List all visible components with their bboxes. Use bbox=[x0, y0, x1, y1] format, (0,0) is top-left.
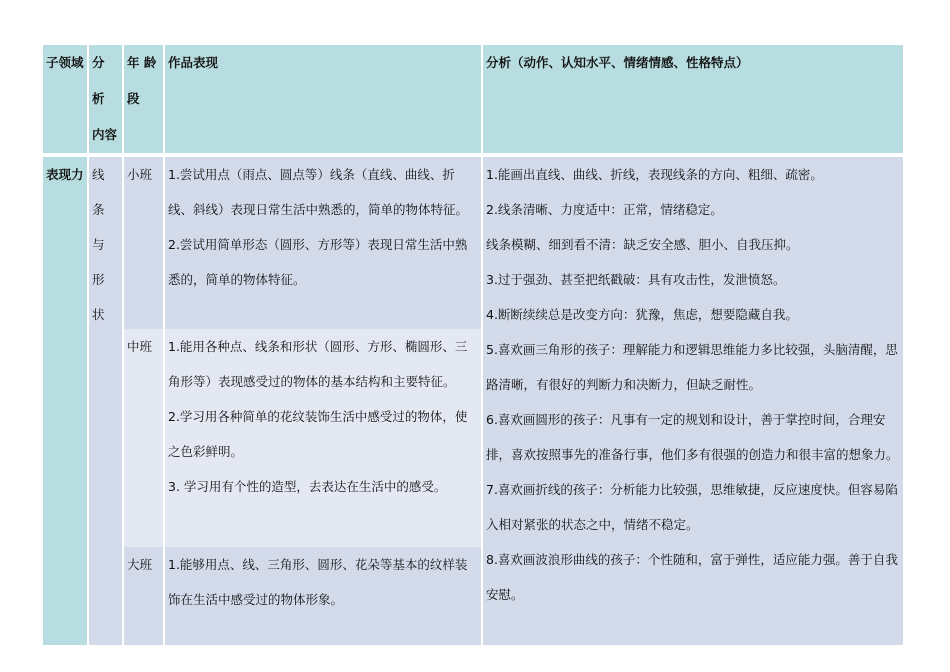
analysis-cell bbox=[483, 157, 903, 645]
subdomain-cell: 表现力 bbox=[43, 157, 87, 645]
header-content: 分 析 内容 bbox=[89, 45, 122, 153]
header-age: 年 龄 段 bbox=[124, 45, 163, 153]
analysis-item: 5.喜欢画三角形的孩子：理解能力和逻辑思维能力多比较强，头脑清醒，思路清晰，有很好的判断力和决断力，但缺乏耐性。 bbox=[486, 342, 898, 392]
age-middle: 中班 bbox=[124, 329, 163, 547]
performance-small bbox=[165, 157, 481, 329]
performance-large bbox=[165, 547, 481, 645]
analysis-table bbox=[41, 45, 905, 645]
performance-item: 1.能用各种点、线条和形状（圆形、方形、椭圆形、三角形等）表现感受过的物体的基本结构和主要特征。 bbox=[168, 339, 468, 389]
performance-item: 1.尝试用点（雨点、圆点等）线条（直线、曲线、折线、斜线）表现日常生活中熟悉的，简单的物体特征。 bbox=[168, 167, 469, 217]
header-row bbox=[43, 45, 903, 153]
header-subdomain: 子领域 bbox=[43, 45, 87, 153]
analysis-item: 7.喜欢画折线的孩子：分析能力比较强，思维敏捷，反应速度快。但容易陷入相对紧张的状态之中，情绪不稳定。 bbox=[486, 482, 898, 532]
age-large: 大班 bbox=[124, 547, 163, 645]
age-small: 小班 bbox=[124, 157, 163, 329]
analysis-item: 2.线条清晰、力度适中：正常，情绪稳定。 bbox=[486, 202, 723, 217]
analysis-item: 6.喜欢画圆形的孩子：凡事有一定的规划和设计，善于掌控时间，合理安排，喜欢按照事先的准备行事，他们多有很强的创造力和很丰富的想象力。 bbox=[486, 412, 899, 462]
analysis-item: 8.喜欢画波浪形曲线的孩子：个性随和，富于弹性，适应能力强。善于自我安慰。 bbox=[486, 552, 898, 602]
performance-item: 1.能够用点、线、三角形、圆形、花朵等基本的纹样装饰在生活中感受过的物体形象。 bbox=[168, 557, 468, 607]
row-small-class bbox=[43, 157, 903, 329]
analysis-item: 1.能画出直线、曲线、折线，表现线条的方向、粗细、疏密。 bbox=[486, 167, 823, 182]
performance-item: 2.尝试用简单形态（圆形、方形等）表现日常生活中熟悉的，简单的物体特征。 bbox=[168, 237, 468, 287]
performance-item: 3. 学习用有个性的造型，去表达在生活中的感受。 bbox=[168, 479, 447, 494]
analysis-item: 4.断断续续总是改变方向：犹豫，焦虑，想要隐藏自我。 bbox=[486, 307, 798, 322]
analysis-item: 线条模糊、细到看不清：缺乏安全感、胆小、自我压抑。 bbox=[486, 237, 799, 252]
performance-item: 2.学习用各种简单的花纹装饰生活中感受过的物体，使之色彩鲜明。 bbox=[168, 409, 468, 459]
content-cell: 线 条 与 形 状 bbox=[89, 157, 122, 645]
performance-middle bbox=[165, 329, 481, 547]
header-performance: 作品表现 bbox=[165, 45, 481, 153]
analysis-item: 3.过于强劲、甚至把纸戳破：具有攻击性，发泄愤怒。 bbox=[486, 272, 786, 287]
header-analysis: 分析（动作、认知水平、情绪情感、性格特点） bbox=[483, 45, 903, 153]
